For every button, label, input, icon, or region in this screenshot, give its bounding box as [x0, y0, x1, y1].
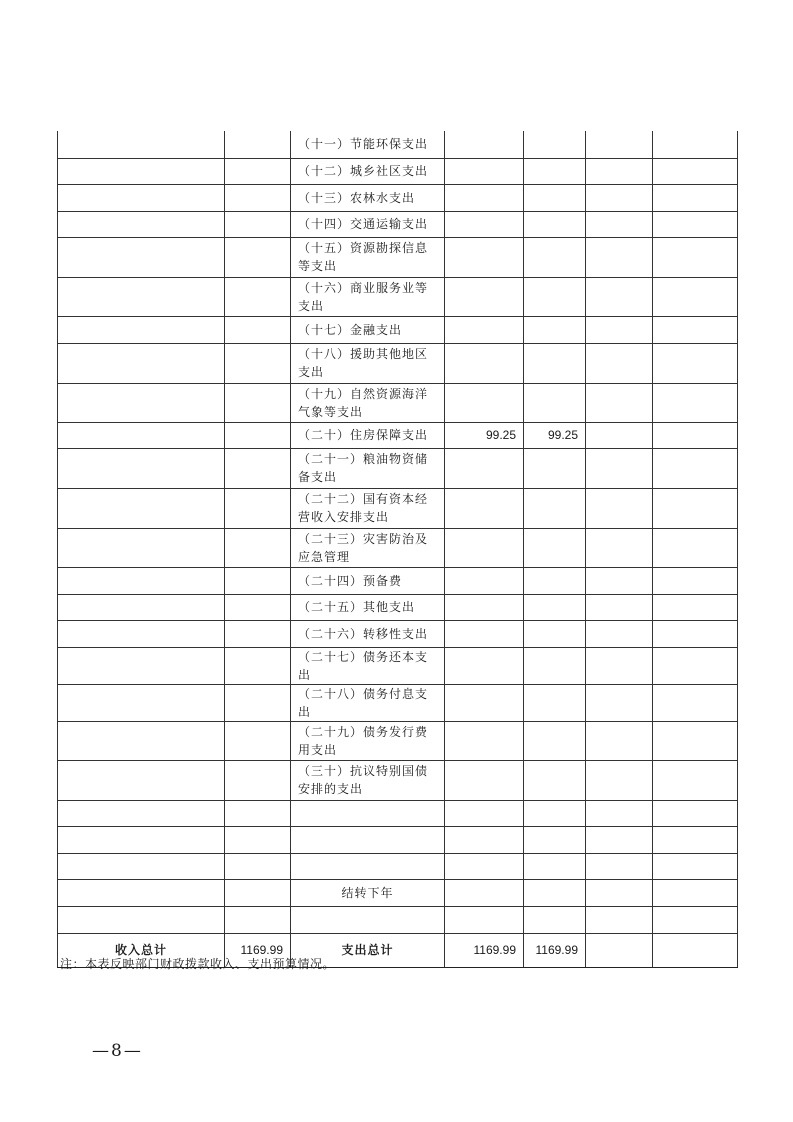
expense-amount-cell — [445, 906, 524, 933]
empty-cell — [653, 647, 738, 684]
expense-amount-cell — [445, 826, 524, 853]
income-item-cell — [58, 422, 225, 448]
table-row — [58, 567, 738, 594]
income-total-label: 收入总计 — [58, 933, 225, 967]
empty-cell — [586, 158, 653, 184]
income-item-cell — [58, 383, 225, 422]
expense-category-cell: （二十九）债务发行费用支出 — [291, 721, 445, 760]
expense-amount-cell — [524, 383, 586, 422]
income-amount-cell — [225, 343, 291, 383]
expense-amount-cell — [524, 721, 586, 760]
empty-cell — [586, 933, 653, 967]
table-row — [58, 237, 738, 277]
expense-amount-cell — [524, 488, 586, 528]
income-item-cell — [58, 237, 225, 277]
expense-category-cell: （二十二）国有资本经营收入安排支出 — [291, 488, 445, 528]
empty-cell — [653, 620, 738, 647]
expense-amount-cell — [445, 184, 524, 211]
table-row — [58, 647, 738, 684]
table-row — [58, 448, 738, 488]
expense-category-cell: （二十六）转移性支出 — [291, 620, 445, 647]
expense-category-cell: （十三）农林水支出 — [291, 184, 445, 211]
expense-amount-cell — [445, 528, 524, 567]
expense-total-label: 支出总计 — [291, 933, 445, 967]
expense-amount-cell — [445, 131, 524, 158]
income-item-cell — [58, 594, 225, 620]
income-amount-cell — [225, 853, 291, 879]
expense-amount-cell — [445, 620, 524, 647]
income-item-cell — [58, 620, 225, 647]
empty-cell — [586, 853, 653, 879]
table-row — [58, 383, 738, 422]
empty-cell — [586, 800, 653, 826]
expense-category-cell: （十七）金融支出 — [291, 316, 445, 343]
table-row — [58, 906, 738, 933]
income-amount-cell — [225, 448, 291, 488]
income-total-value: 1169.99 — [225, 933, 291, 967]
expense-amount-cell — [445, 721, 524, 760]
table-row — [58, 684, 738, 721]
income-amount-cell — [225, 800, 291, 826]
expense-amount-cell: 99.25 — [445, 422, 524, 448]
empty-cell — [653, 184, 738, 211]
expense-amount-cell — [524, 211, 586, 237]
income-amount-cell — [225, 237, 291, 277]
expense-amount-cell — [445, 383, 524, 422]
expense-category-cell — [291, 800, 445, 826]
table-body — [58, 131, 738, 933]
table-row — [58, 594, 738, 620]
page-number: —8— — [92, 1041, 143, 1061]
expense-amount-cell — [524, 528, 586, 567]
empty-cell — [653, 567, 738, 594]
empty-cell — [586, 879, 653, 906]
expense-category-cell: （十二）城乡社区支出 — [291, 158, 445, 184]
income-amount-cell — [225, 567, 291, 594]
empty-cell — [586, 343, 653, 383]
income-item-cell — [58, 158, 225, 184]
empty-cell — [653, 237, 738, 277]
income-item-cell — [58, 184, 225, 211]
income-amount-cell — [225, 906, 291, 933]
expense-category-cell: （二十）住房保障支出 — [291, 422, 445, 448]
expense-category-cell: （十六）商业服务业等支出 — [291, 277, 445, 316]
expense-category-cell: （二十三）灾害防治及应急管理 — [291, 528, 445, 567]
expense-amount-cell — [524, 620, 586, 647]
empty-cell — [586, 528, 653, 567]
income-item-cell — [58, 647, 225, 684]
table-row — [58, 343, 738, 383]
expense-category-cell — [291, 853, 445, 879]
income-item-cell — [58, 343, 225, 383]
empty-cell — [586, 760, 653, 800]
income-item-cell — [58, 488, 225, 528]
expense-amount-cell — [445, 567, 524, 594]
empty-cell — [586, 647, 653, 684]
income-amount-cell — [225, 879, 291, 906]
expense-amount-cell — [524, 567, 586, 594]
expense-amount-cell — [445, 684, 524, 721]
empty-cell — [586, 131, 653, 158]
expense-amount-cell — [445, 316, 524, 343]
income-amount-cell — [225, 131, 291, 158]
expense-amount-cell — [524, 131, 586, 158]
income-amount-cell — [225, 647, 291, 684]
empty-cell — [653, 158, 738, 184]
expense-amount-cell — [524, 826, 586, 853]
empty-cell — [586, 184, 653, 211]
empty-cell — [653, 316, 738, 343]
table-row — [58, 131, 738, 158]
income-item-cell — [58, 906, 225, 933]
empty-cell — [586, 422, 653, 448]
expense-amount-cell — [445, 277, 524, 316]
table-row — [58, 721, 738, 760]
income-item-cell — [58, 448, 225, 488]
table-row — [58, 158, 738, 184]
expense-category-cell: （二十八）债务付息支出 — [291, 684, 445, 721]
income-amount-cell — [225, 594, 291, 620]
expense-amount-cell — [445, 647, 524, 684]
income-amount-cell — [225, 422, 291, 448]
expense-amount-cell: 99.25 — [524, 422, 586, 448]
expense-amount-cell — [524, 184, 586, 211]
income-amount-cell — [225, 684, 291, 721]
expense-amount-cell — [445, 594, 524, 620]
empty-cell — [653, 933, 738, 967]
income-item-cell — [58, 800, 225, 826]
expense-category-cell: 结转下年 — [291, 879, 445, 906]
empty-cell — [653, 684, 738, 721]
income-amount-cell — [225, 488, 291, 528]
income-amount-cell — [225, 760, 291, 800]
expense-category-cell — [291, 906, 445, 933]
expense-amount-cell — [524, 277, 586, 316]
empty-cell — [653, 906, 738, 933]
empty-cell — [586, 211, 653, 237]
income-amount-cell — [225, 277, 291, 316]
empty-cell — [653, 879, 738, 906]
expense-category-cell: （十九）自然资源海洋气象等支出 — [291, 383, 445, 422]
income-item-cell — [58, 760, 225, 800]
table-row — [58, 211, 738, 237]
table-row — [58, 620, 738, 647]
expense-amount-cell — [524, 158, 586, 184]
expense-total-value-1: 1169.99 — [445, 933, 524, 967]
income-item-cell — [58, 879, 225, 906]
empty-cell — [586, 567, 653, 594]
expense-category-cell: （二十七）债务还本支出 — [291, 647, 445, 684]
income-amount-cell — [225, 721, 291, 760]
expense-amount-cell — [445, 211, 524, 237]
income-item-cell — [58, 211, 225, 237]
income-item-cell — [58, 316, 225, 343]
empty-cell — [586, 237, 653, 277]
expense-amount-cell — [524, 906, 586, 933]
expense-amount-cell — [524, 879, 586, 906]
expense-category-cell: （二十五）其他支出 — [291, 594, 445, 620]
expense-amount-cell — [445, 237, 524, 277]
table-row — [58, 316, 738, 343]
income-amount-cell — [225, 211, 291, 237]
table-row — [58, 800, 738, 826]
empty-cell — [586, 684, 653, 721]
table-row — [58, 826, 738, 853]
table-row — [58, 760, 738, 800]
empty-cell — [586, 721, 653, 760]
income-amount-cell — [225, 184, 291, 211]
income-item-cell — [58, 528, 225, 567]
expense-category-cell: （十四）交通运输支出 — [291, 211, 445, 237]
expense-category-cell: （三十）抗议特别国债安排的支出 — [291, 760, 445, 800]
empty-cell — [586, 594, 653, 620]
expense-amount-cell — [524, 594, 586, 620]
empty-cell — [586, 906, 653, 933]
income-item-cell — [58, 277, 225, 316]
table-row — [58, 853, 738, 879]
table-row — [58, 184, 738, 211]
empty-cell — [653, 760, 738, 800]
expense-amount-cell — [445, 343, 524, 383]
empty-cell — [586, 488, 653, 528]
table-row — [58, 879, 738, 906]
income-amount-cell — [225, 316, 291, 343]
empty-cell — [586, 277, 653, 316]
table-note: 注：本表反映部门财政拨款收入、支出预算情况。 — [60, 957, 336, 971]
empty-cell — [653, 211, 738, 237]
table-row — [58, 422, 738, 448]
expense-category-cell: （二十一）粮油物资储备支出 — [291, 448, 445, 488]
expense-total-value-2: 1169.99 — [524, 933, 586, 967]
income-amount-cell — [225, 620, 291, 647]
income-amount-cell — [225, 528, 291, 567]
empty-cell — [653, 528, 738, 567]
expense-category-cell: （十八）援助其他地区支出 — [291, 343, 445, 383]
income-item-cell — [58, 684, 225, 721]
empty-cell — [653, 594, 738, 620]
expense-amount-cell — [524, 343, 586, 383]
empty-cell — [653, 853, 738, 879]
empty-cell — [653, 448, 738, 488]
empty-cell — [653, 422, 738, 448]
income-amount-cell — [225, 158, 291, 184]
expense-amount-cell — [445, 488, 524, 528]
empty-cell — [586, 383, 653, 422]
expense-amount-cell — [524, 760, 586, 800]
empty-cell — [586, 826, 653, 853]
empty-cell — [653, 383, 738, 422]
expense-amount-cell — [445, 800, 524, 826]
empty-cell — [653, 800, 738, 826]
budget-table — [57, 131, 738, 968]
expense-amount-cell — [445, 158, 524, 184]
table-row — [58, 528, 738, 567]
expense-amount-cell — [524, 448, 586, 488]
income-amount-cell — [225, 383, 291, 422]
income-item-cell — [58, 567, 225, 594]
empty-cell — [586, 448, 653, 488]
expense-amount-cell — [524, 853, 586, 879]
empty-cell — [653, 343, 738, 383]
expense-category-cell: （十一）节能环保支出 — [291, 131, 445, 158]
empty-cell — [586, 316, 653, 343]
table-row — [58, 488, 738, 528]
empty-cell — [653, 721, 738, 760]
expense-category-cell — [291, 826, 445, 853]
empty-cell — [586, 620, 653, 647]
empty-cell — [653, 277, 738, 316]
expense-amount-cell — [445, 879, 524, 906]
empty-cell — [653, 826, 738, 853]
income-item-cell — [58, 826, 225, 853]
expense-category-cell: （二十四）预备费 — [291, 567, 445, 594]
expense-amount-cell — [524, 800, 586, 826]
table-row — [58, 277, 738, 316]
expense-amount-cell — [524, 237, 586, 277]
expense-category-cell: （十五）资源勘探信息等支出 — [291, 237, 445, 277]
expense-amount-cell — [445, 448, 524, 488]
income-item-cell — [58, 131, 225, 158]
expense-amount-cell — [524, 316, 586, 343]
income-item-cell — [58, 721, 225, 760]
empty-cell — [653, 488, 738, 528]
expense-amount-cell — [524, 684, 586, 721]
expense-amount-cell — [524, 647, 586, 684]
expense-amount-cell — [445, 853, 524, 879]
expense-amount-cell — [445, 760, 524, 800]
income-amount-cell — [225, 826, 291, 853]
empty-cell — [653, 131, 738, 158]
income-item-cell — [58, 853, 225, 879]
